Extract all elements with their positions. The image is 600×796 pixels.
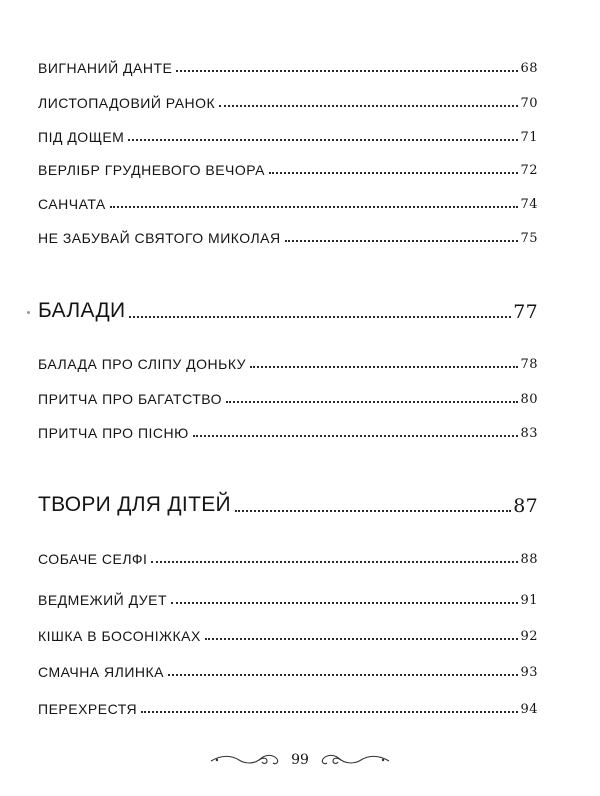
dot-leader bbox=[128, 139, 518, 141]
toc-entry-page: 91 bbox=[520, 593, 538, 608]
dot-leader bbox=[235, 510, 511, 512]
dot-leader bbox=[176, 70, 518, 72]
toc-entry[interactable] bbox=[38, 91, 538, 111]
toc-entry[interactable] bbox=[38, 660, 538, 680]
toc-entry-title: ВЕДМЕЖИЙ ДУЕТ bbox=[38, 592, 168, 608]
toc-entry-title: СМАЧНА ЯЛИНКА bbox=[38, 664, 164, 680]
toc-entry[interactable] bbox=[38, 387, 538, 407]
toc-entry-title: КІШКА В БОСОНІЖКАХ bbox=[38, 628, 201, 644]
toc-entry-page: 92 bbox=[520, 629, 538, 644]
toc-entry-title: ПРИТЧА ПРО БАГАТСТВО bbox=[38, 391, 223, 407]
toc-entry[interactable] bbox=[38, 226, 538, 246]
flourish-right-icon bbox=[319, 751, 391, 769]
dot-leader bbox=[110, 206, 519, 208]
toc-entry[interactable] bbox=[38, 158, 538, 178]
toc-entry-page: 83 bbox=[520, 426, 538, 441]
toc-entry-title: ПРИТЧА ПРО ПІСНЮ bbox=[38, 425, 189, 441]
toc-entry-page: 94 bbox=[520, 702, 538, 717]
dot-leader bbox=[219, 105, 518, 107]
toc-entry-title: НЕ ЗАБУВАЙ СВЯТОГО МИКОЛАЯ bbox=[38, 230, 281, 246]
dot-leader bbox=[285, 240, 519, 242]
dot-leader bbox=[171, 602, 518, 604]
toc-entry-page: 75 bbox=[520, 231, 538, 246]
toc-entry-page: 74 bbox=[520, 197, 538, 212]
toc-entry[interactable] bbox=[38, 588, 538, 608]
toc-entry-title: САНЧАТА bbox=[38, 196, 106, 212]
dot-leader bbox=[226, 401, 518, 403]
page-number: 99 bbox=[291, 752, 309, 768]
toc-entry-page: 78 bbox=[520, 357, 538, 372]
dot-leader bbox=[250, 366, 518, 368]
toc-entry-page: 88 bbox=[520, 552, 538, 567]
toc-entry-title: ПЕРЕХРЕСТЯ bbox=[38, 701, 138, 717]
toc-section-childrens-works[interactable] bbox=[38, 489, 538, 517]
toc-entry-page: 72 bbox=[520, 163, 538, 178]
toc-entry-page: 70 bbox=[520, 96, 538, 111]
toc-entry[interactable] bbox=[38, 125, 538, 145]
toc-section-page: 77 bbox=[513, 301, 538, 323]
dot-leader bbox=[193, 435, 519, 437]
toc-entry[interactable] bbox=[38, 421, 538, 441]
toc-section-title: ТВОРИ ДЛЯ ДІТЕЙ bbox=[38, 493, 231, 516]
dot-leader bbox=[269, 172, 518, 174]
scan-speck bbox=[27, 311, 30, 314]
flourish-left-icon bbox=[209, 751, 281, 769]
toc-section-page: 87 bbox=[513, 495, 538, 517]
dot-leader bbox=[141, 711, 518, 713]
page-footer bbox=[0, 751, 600, 769]
toc-entry[interactable] bbox=[38, 352, 538, 372]
toc-entry[interactable] bbox=[38, 192, 538, 212]
dot-leader bbox=[151, 561, 518, 563]
dot-leader bbox=[129, 316, 511, 318]
toc-entry[interactable] bbox=[38, 56, 538, 76]
toc-entry-page: 93 bbox=[520, 665, 538, 680]
toc-entry-title: СОБАЧЕ СЕЛФІ bbox=[38, 551, 148, 567]
toc-entry-page: 80 bbox=[520, 392, 538, 407]
toc-entry-title: ЛИСТОПАДОВИЙ РАНОК bbox=[38, 95, 216, 111]
toc-entry-page: 71 bbox=[520, 130, 538, 145]
toc-entry-page: 68 bbox=[520, 61, 538, 76]
toc-entry[interactable] bbox=[38, 624, 538, 644]
toc-entry-title: ВИГНАНИЙ ДАНТЕ bbox=[38, 60, 173, 76]
dot-leader bbox=[168, 674, 518, 676]
toc-section-title: БАЛАДИ bbox=[38, 299, 126, 322]
dot-leader bbox=[205, 638, 519, 640]
toc-section-ballads[interactable] bbox=[38, 295, 538, 323]
toc-entry-title: ПІД ДОЩЕМ bbox=[38, 129, 125, 145]
toc-entry-title: ВЕРЛІБР ГРУДНЕВОГО ВЕЧОРА bbox=[38, 162, 265, 178]
toc-entry-title: БАЛАДА ПРО СЛІПУ ДОНЬКУ bbox=[38, 356, 247, 372]
toc-entry[interactable] bbox=[38, 547, 538, 567]
toc-entry[interactable] bbox=[38, 697, 538, 717]
